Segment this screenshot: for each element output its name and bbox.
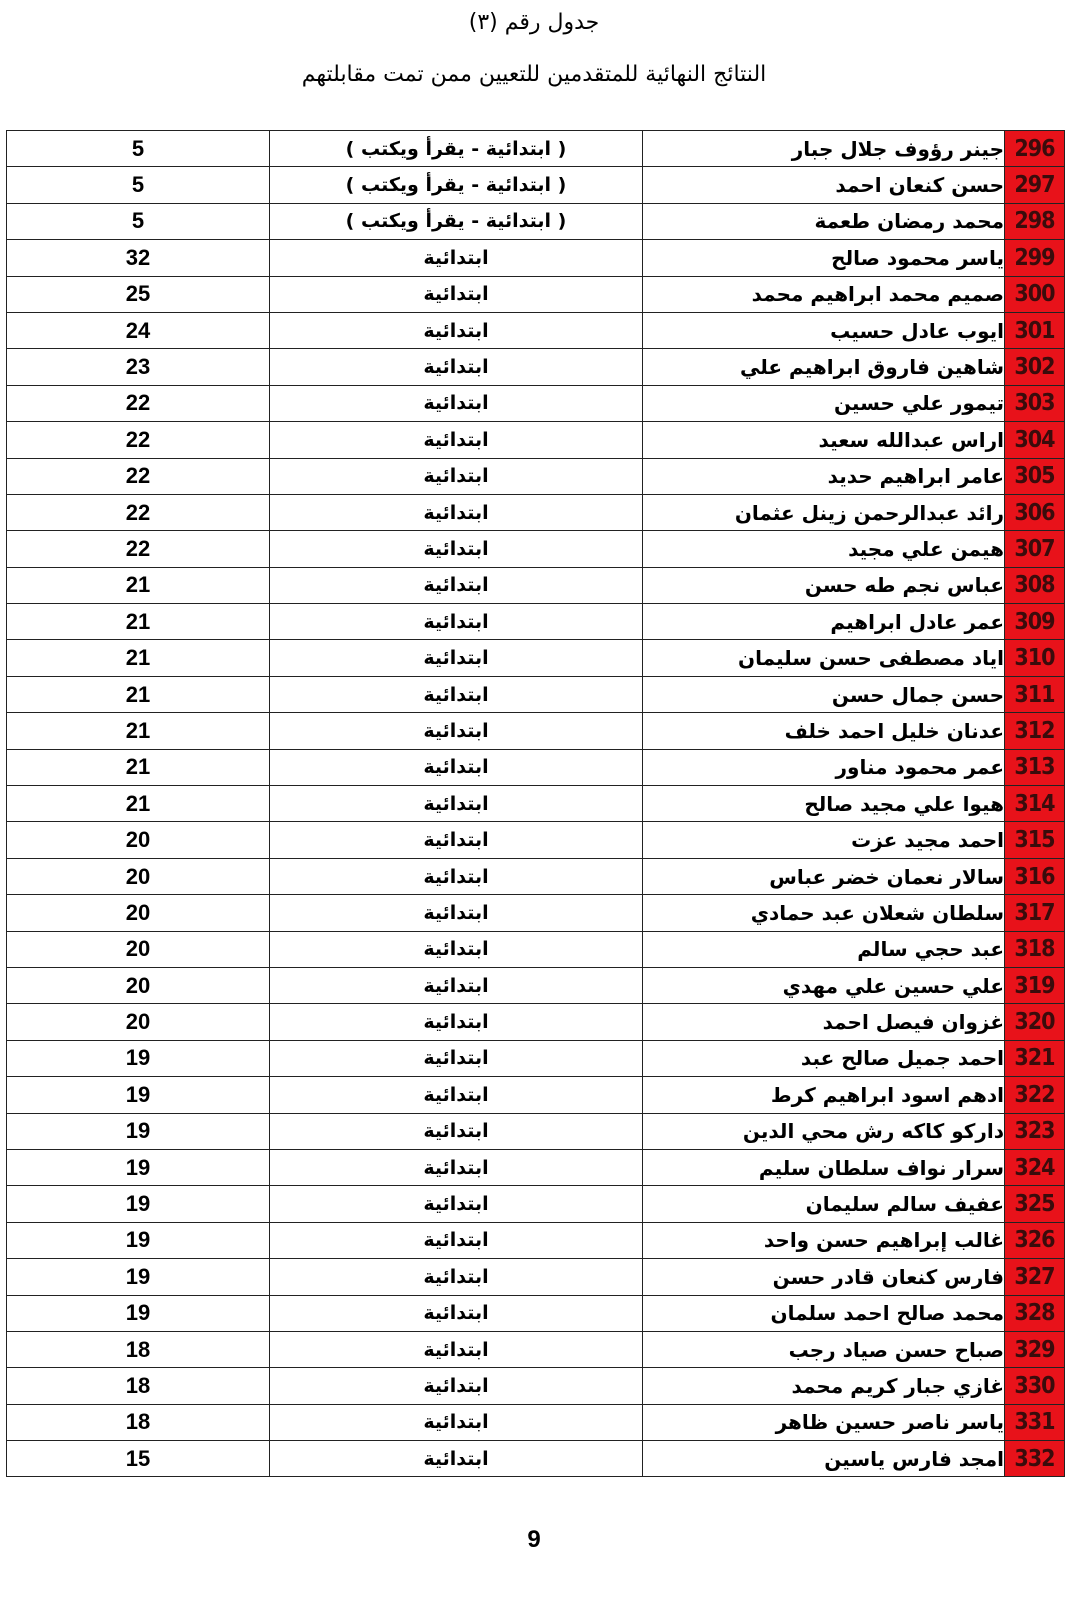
score: 21: [7, 640, 270, 676]
applicant-name: سالار نعمان خضر عباس: [643, 858, 1005, 894]
score: 19: [7, 1259, 270, 1295]
applicant-name: عمر محمود مناور: [643, 749, 1005, 785]
applicant-name: سرار نواف سلطان سليم: [643, 1149, 1005, 1185]
table-row: [7, 494, 1065, 530]
score: 20: [7, 1004, 270, 1040]
row-number: 307: [1005, 531, 1065, 567]
qualification: ابتدائية: [270, 1040, 643, 1076]
table-row: [7, 1441, 1065, 1477]
row-number: 324: [1005, 1149, 1065, 1185]
qualification: ابتدائية: [270, 931, 643, 967]
table-row: [7, 1331, 1065, 1367]
score: 20: [7, 967, 270, 1003]
applicant-name: احمد مجيد عزت: [643, 822, 1005, 858]
applicant-name: امجد فارس ياسين: [643, 1441, 1005, 1477]
table-row: [7, 1186, 1065, 1222]
table-row: [7, 167, 1065, 203]
qualification: ابتدائية: [270, 458, 643, 494]
table-row: [7, 1113, 1065, 1149]
score: 21: [7, 604, 270, 640]
score: 21: [7, 749, 270, 785]
qualification: ( ابتدائية - يقرأ ويكتب ): [270, 203, 643, 239]
applicant-name: تيمور علي حسين: [643, 385, 1005, 421]
qualification: ابتدائية: [270, 385, 643, 421]
qualification: ابتدائية: [270, 749, 643, 785]
row-number: 315: [1005, 822, 1065, 858]
qualification: ابتدائية: [270, 1222, 643, 1258]
applicant-name: فارس كنعان قادر حسن: [643, 1259, 1005, 1295]
applicant-name: رائد عبدالرحمن زينل عثمان: [643, 494, 1005, 530]
qualification: ابتدائية: [270, 276, 643, 312]
row-number: 313: [1005, 749, 1065, 785]
qualification: ابتدائية: [270, 1186, 643, 1222]
qualification: ابتدائية: [270, 1441, 643, 1477]
qualification: ابتدائية: [270, 967, 643, 1003]
qualification: ابتدائية: [270, 822, 643, 858]
table-row: [7, 1149, 1065, 1185]
row-number: 316: [1005, 858, 1065, 894]
table-row: [7, 131, 1065, 167]
table-row: [7, 1368, 1065, 1404]
row-number: 305: [1005, 458, 1065, 494]
row-number: 311: [1005, 676, 1065, 712]
qualification: ابتدائية: [270, 1368, 643, 1404]
applicant-name: هيوا علي مجيد صالح: [643, 786, 1005, 822]
table-row: [7, 1259, 1065, 1295]
score: 23: [7, 349, 270, 385]
table-row: [7, 567, 1065, 603]
row-number: 325: [1005, 1186, 1065, 1222]
results-table-body: [7, 131, 1065, 1477]
score: 5: [7, 131, 270, 167]
applicant-name: ياسر ناصر حسين ظاهر: [643, 1404, 1005, 1440]
applicant-name: صميم محمد ابراهيم محمد: [643, 276, 1005, 312]
row-number: 297: [1005, 167, 1065, 203]
score: 18: [7, 1404, 270, 1440]
score: 19: [7, 1077, 270, 1113]
table-row: [7, 604, 1065, 640]
row-number: 320: [1005, 1004, 1065, 1040]
qualification: ابتدائية: [270, 1404, 643, 1440]
applicant-name: محمد صالح احمد سلمان: [643, 1295, 1005, 1331]
score: 20: [7, 931, 270, 967]
table-row: [7, 203, 1065, 239]
score: 22: [7, 422, 270, 458]
table-row: [7, 422, 1065, 458]
row-number: 318: [1005, 931, 1065, 967]
document-title: النتائج النهائية للمتقدمين للتعيين ممن تمت مقابلتهم: [301, 62, 767, 87]
row-number: 331: [1005, 1404, 1065, 1440]
score: 32: [7, 240, 270, 276]
score: 19: [7, 1295, 270, 1331]
applicant-name: حسن جمال حسن: [643, 676, 1005, 712]
row-number: 330: [1005, 1368, 1065, 1404]
score: 19: [7, 1113, 270, 1149]
score: 22: [7, 531, 270, 567]
qualification: ابتدائية: [270, 1077, 643, 1113]
qualification: ابتدائية: [270, 531, 643, 567]
applicant-name: غزوان فيصل احمد: [643, 1004, 1005, 1040]
score: 5: [7, 203, 270, 239]
score: 19: [7, 1222, 270, 1258]
table-row: [7, 312, 1065, 348]
row-number: 332: [1005, 1441, 1065, 1477]
row-number: 300: [1005, 276, 1065, 312]
qualification: ابتدائية: [270, 240, 643, 276]
results-table: [6, 130, 1065, 1477]
row-number: 299: [1005, 240, 1065, 276]
qualification: ابتدائية: [270, 349, 643, 385]
row-number: 301: [1005, 312, 1065, 348]
row-number: 308: [1005, 567, 1065, 603]
table-row: [7, 931, 1065, 967]
applicant-name: عامر ابراهيم حديد: [643, 458, 1005, 494]
qualification: ابتدائية: [270, 1149, 643, 1185]
applicant-name: عفيف سالم سليمان: [643, 1186, 1005, 1222]
qualification: ( ابتدائية - يقرأ ويكتب ): [270, 131, 643, 167]
applicant-name: شاهين فاروق ابراهيم علي: [643, 349, 1005, 385]
applicant-name: ايوب عادل حسيب: [643, 312, 1005, 348]
applicant-name: اياد مصطفى حسن سليمان: [643, 640, 1005, 676]
qualification: ابتدائية: [270, 1113, 643, 1149]
applicant-name: هيمن علي مجيد: [643, 531, 1005, 567]
row-number: 310: [1005, 640, 1065, 676]
row-number: 298: [1005, 203, 1065, 239]
qualification: ( ابتدائية - يقرأ ويكتب ): [270, 167, 643, 203]
score: 22: [7, 458, 270, 494]
applicant-name: سلطان شعلان عبد حمادي: [643, 895, 1005, 931]
qualification: ابتدائية: [270, 1259, 643, 1295]
row-number: 312: [1005, 713, 1065, 749]
score: 18: [7, 1368, 270, 1404]
applicant-name: ياسر محمود صالح: [643, 240, 1005, 276]
qualification: ابتدائية: [270, 422, 643, 458]
qualification: ابتدائية: [270, 604, 643, 640]
applicant-name: عبد حجي سالم: [643, 931, 1005, 967]
table-row: [7, 531, 1065, 567]
row-number: 302: [1005, 349, 1065, 385]
table-row: [7, 967, 1065, 1003]
table-row: [7, 1295, 1065, 1331]
row-number: 323: [1005, 1113, 1065, 1149]
score: 21: [7, 567, 270, 603]
table-row: [7, 640, 1065, 676]
applicant-name: عباس نجم طه حسن: [643, 567, 1005, 603]
score: 19: [7, 1186, 270, 1222]
score: 21: [7, 786, 270, 822]
row-number: 319: [1005, 967, 1065, 1003]
row-number: 303: [1005, 385, 1065, 421]
table-row: [7, 1404, 1065, 1440]
table-row: [7, 1222, 1065, 1258]
qualification: ابتدائية: [270, 858, 643, 894]
score: 20: [7, 895, 270, 931]
table-row: [7, 1004, 1065, 1040]
applicant-name: صباح حسن صياد رجب: [643, 1331, 1005, 1367]
table-row: [7, 749, 1065, 785]
score: 24: [7, 312, 270, 348]
row-number: 328: [1005, 1295, 1065, 1331]
qualification: ابتدائية: [270, 494, 643, 530]
qualification: ابتدائية: [270, 312, 643, 348]
table-row: [7, 786, 1065, 822]
table-row: [7, 895, 1065, 931]
table-row: [7, 713, 1065, 749]
applicant-name: غالب إبراهيم حسن واحد: [643, 1222, 1005, 1258]
qualification: ابتدائية: [270, 676, 643, 712]
applicant-name: داركو كاكه رش محي الدين: [643, 1113, 1005, 1149]
row-number: 327: [1005, 1259, 1065, 1295]
score: 5: [7, 167, 270, 203]
qualification: ابتدائية: [270, 786, 643, 822]
applicant-name: احمد جميل صالح عبد: [643, 1040, 1005, 1076]
qualification: ابتدائية: [270, 1331, 643, 1367]
qualification: ابتدائية: [270, 713, 643, 749]
row-number: 329: [1005, 1331, 1065, 1367]
table-row: [7, 822, 1065, 858]
table-row: [7, 1077, 1065, 1113]
score: 20: [7, 858, 270, 894]
qualification: ابتدائية: [270, 1295, 643, 1331]
qualification: ابتدائية: [270, 640, 643, 676]
page-number: 9: [527, 1526, 541, 1553]
row-number: 326: [1005, 1222, 1065, 1258]
applicant-name: اراس عبدالله سعيد: [643, 422, 1005, 458]
applicant-name: عدنان خليل احمد خلف: [643, 713, 1005, 749]
applicant-name: غازي جبار كريم محمد: [643, 1368, 1005, 1404]
qualification: ابتدائية: [270, 1004, 643, 1040]
score: 22: [7, 494, 270, 530]
score: 20: [7, 822, 270, 858]
score: 21: [7, 676, 270, 712]
table-row: [7, 458, 1065, 494]
table-row: [7, 349, 1065, 385]
row-number: 322: [1005, 1077, 1065, 1113]
row-number: 317: [1005, 895, 1065, 931]
table-row: [7, 385, 1065, 421]
score: 21: [7, 713, 270, 749]
table-row: [7, 276, 1065, 312]
score: 22: [7, 385, 270, 421]
score: 19: [7, 1149, 270, 1185]
row-number: 314: [1005, 786, 1065, 822]
applicant-name: حسن كنعان احمد: [643, 167, 1005, 203]
applicant-name: جينر رؤوف جلال جبار: [643, 131, 1005, 167]
applicant-name: محمد رمضان طعمة: [643, 203, 1005, 239]
score: 25: [7, 276, 270, 312]
applicant-name: علي حسين علي مهدي: [643, 967, 1005, 1003]
score: 15: [7, 1441, 270, 1477]
score: 19: [7, 1040, 270, 1076]
row-number: 304: [1005, 422, 1065, 458]
applicant-name: عمر عادل ابراهيم: [643, 604, 1005, 640]
score: 18: [7, 1331, 270, 1367]
table-label: جدول رقم (٣): [468, 10, 600, 35]
row-number: 306: [1005, 494, 1065, 530]
row-number: 309: [1005, 604, 1065, 640]
table-row: [7, 240, 1065, 276]
applicant-name: ادهم اسود ابراهيم كرط: [643, 1077, 1005, 1113]
table-row: [7, 676, 1065, 712]
qualification: ابتدائية: [270, 567, 643, 603]
table-row: [7, 858, 1065, 894]
row-number: 321: [1005, 1040, 1065, 1076]
table-row: [7, 1040, 1065, 1076]
row-number: 296: [1005, 131, 1065, 167]
qualification: ابتدائية: [270, 895, 643, 931]
